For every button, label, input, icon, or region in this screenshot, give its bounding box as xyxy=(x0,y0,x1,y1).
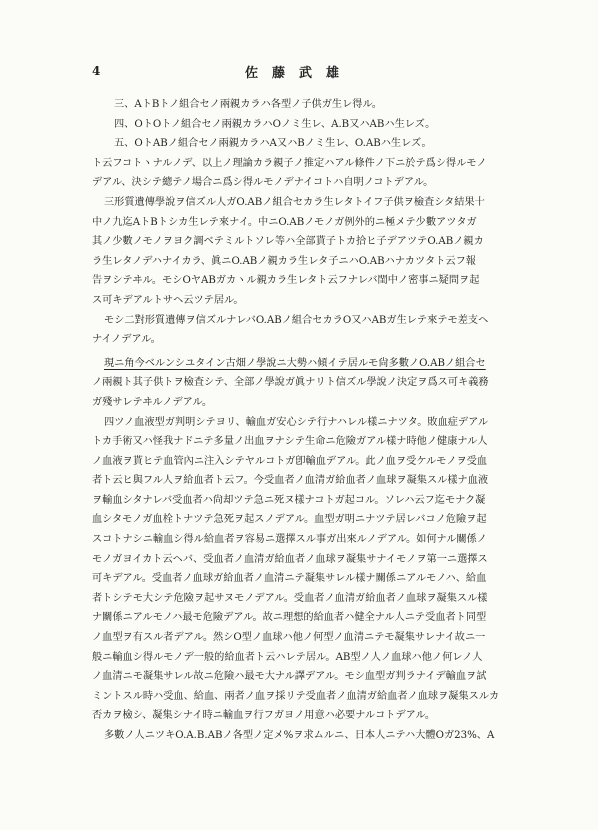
page-header xyxy=(0,60,598,84)
text-line: 血シタモノガ血栓トナツテ急死ヲ起スノデアル。血型ガ明ニナツテ居レバコノ危險ヲ起 xyxy=(92,514,487,526)
body-text xyxy=(92,95,512,746)
text-line: デアル、決シテ總テノ場合ニ爲シ得ルモノデナイコトハ自明ノコトデアル。 xyxy=(92,177,434,189)
text-line: ガ殘サレテヰルノデアル。 xyxy=(92,396,213,408)
text-line: ト云フコトヽナルノデ、以上ノ理論カラ親子ノ推定ハアル條件ノ下ニ於テ爲シ得ルモノ xyxy=(92,157,487,169)
text-line: 四ツノ血液型ガ判明シテヨリ、輸血ガ安心シテ行ナハレル樣ニナツタ。敗血症デアル xyxy=(104,416,489,428)
text-line: 般ニ輸血シ得ルモノデ一般的給血者ト云ハレテ居ル。AB型ノ人ノ血球ハ他ノ何レノ人 xyxy=(92,651,483,663)
text-line: モシ二對形質遺傳ヲ信ズルナレバO.ABノ組合セカラO又ハABガ生レテ來テモ差支ヘ xyxy=(104,314,489,326)
text-line: ノ血清ニモ凝集サレル故ニ危險ハ最モ大ナル譯デアル。モシ血型ガ判ラナイデ輸血ヲ試 xyxy=(92,671,487,683)
text-line: ミントスル時ハ受血、給血、兩者ノ血ヲ採リテ受血者ノ血清ガ給血者ノ血球ヲ凝集スルカ xyxy=(92,690,500,702)
text-line: トカ手術又ハ怪我ナドニテ多量ノ出血ヲナシテ生命ニ危險ガアル樣ナ時他ノ健康ナル人 xyxy=(92,436,488,448)
text-line: ノ血型ヲ有スル者デアル。然シO型ノ血球ハ他ノ何型ノ血清ニテモ凝集サレナイ故ニ一 xyxy=(92,632,486,644)
text-line: 三形質遺傳學說ヲ信ズル人ガO.ABノ組合セカラ生レタトイフ子供ヲ檢査シタ結果十 xyxy=(104,196,485,208)
text-line: 多數ノ人ニツキO.A.B.ABノ各型ノ定メ%ヲ求ムルニ、日本人ニテハ大體Oガ23%、A xyxy=(104,730,495,741)
text-line: 者ト云ヒ與フル人ヲ給血者ト云フ。今受血者ノ血清ガ給血者ノ血球ヲ凝集スル樣ナ血液 xyxy=(92,475,489,487)
text-line: モノガヨイカト云ヘバ、受血者ノ血清ガ給血者ノ血球ヲ凝集サナイモノヲ第一ニ選擇ス xyxy=(92,553,488,565)
text-line: 三、AトBトノ組合セノ兩親カラハ各型ノ子供ガ生レ得ル。 xyxy=(114,99,382,110)
text-line: 四、OトOトノ組合セノ兩親カラハOノミ生レ、A.B又ハABハ生レズ。 xyxy=(114,118,436,130)
text-line: 可キデアル。受血者ノ血球ガ給血者ノ血清ニテ凝集サレル樣ナ關係ニアルモノハ、給血 xyxy=(92,573,487,585)
text-line: ノ兩親ト其子供トヲ檢査シテ、全部ノ學說ガ眞ナリト信ズル學說ノ決定ヲ爲ス可キ義務 xyxy=(92,377,489,389)
running-head-author: 佐藤武雄 xyxy=(244,66,353,81)
text-line: スコトナシニ輸血シ得ル給血者ヲ容易ニ選擇スル事ガ出來ルノデアル。如何ナル關係ノ xyxy=(92,534,487,546)
text-line: 否カヲ檢シ、凝集シナイ時ニ輸血ヲ行フガヨノ用意ハ必要ナルコトデアル。 xyxy=(92,710,436,722)
text-line: 中ノ九迄AトBトシカ生レテ來ナイ。中ニO.ABノモノガ例外的ニ極メテ少數アツタガ xyxy=(92,216,477,228)
text-line: 現ニ角今ベルンシユタイン古畑ノ學說ニ大勢ハ傾イテ居ルモ尙多數ノO.ABノ組合セ xyxy=(104,357,486,369)
text-line: ナ關係ニアルモノハ最モ危險デアル。故ニ理想的給血者ハ健全ナル人ニテ受血者ト同型 xyxy=(92,612,487,624)
text-line: ス可キデアルトサヘ云ツテ居ル。 xyxy=(92,294,244,306)
text-line: 五、OトABノ組合セノ兩親カラハA又ハBノミ生レ、O.ABハ生レズ。 xyxy=(114,138,432,150)
text-line: ラ生レタノデハナイカラ、眞ニO.ABノ親カラ生レタ子ニハO.ABハナカツタト云フ報 xyxy=(92,255,476,267)
page-number: 4 xyxy=(92,64,101,78)
text-line: ナイノデアル。 xyxy=(92,334,161,346)
text-line: ノ血液ヲ貰ヒテ血管內ニ注入シテヤルコトガ卽輸血デアル。此ノ血ヲ受ケルモノヲ受血 xyxy=(92,455,488,467)
text-line: 告ヲシテヰル。モシOヤABガカヽル親カラ生レタト云フナレバ閨中ノ密事ニ疑問ヲ起 xyxy=(92,275,480,287)
text-line: 者トシテモ大シテ危險ヲ起サヌモノデアル。受血者ノ血清ガ給血者ノ血球ヲ凝集スル樣 xyxy=(92,592,488,604)
text-line: ヲ輸血シタナレバ受血者ハ尙却ツテ急ニ死ヌ樣ナコトガ起コル。ソレハ云フ迄モナク凝 xyxy=(92,494,486,506)
text-line: 其ノ少數ノモノヲヨク調ベテミルトソレ等ハ全部貰子トカ拾ヒ子デアツテO.ABノ親カ xyxy=(92,236,484,248)
